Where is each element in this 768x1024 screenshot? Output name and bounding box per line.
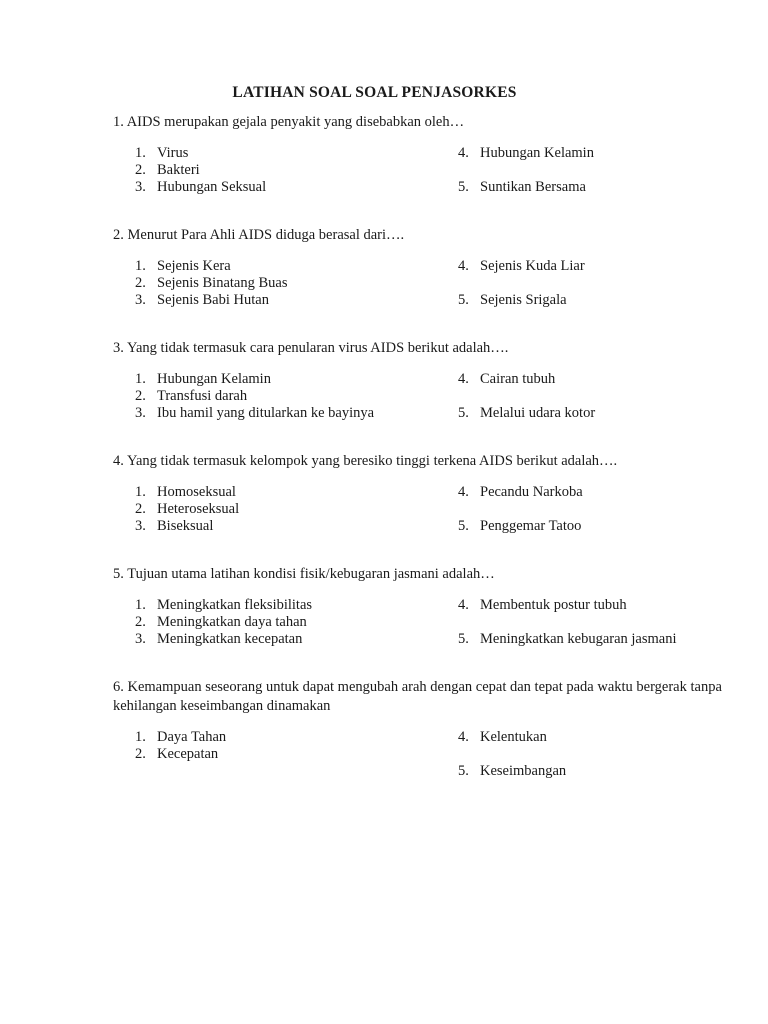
answer-option[interactable] xyxy=(458,729,768,746)
answer-column-right xyxy=(458,597,768,648)
question-text: 3. Yang tidak termasuk cara penularan virus AIDS berikut adalah…. xyxy=(113,340,509,356)
answer-column-left xyxy=(135,371,465,422)
answer-option[interactable] xyxy=(458,179,768,196)
answer-option[interactable] xyxy=(135,179,465,196)
answer-option[interactable] xyxy=(458,145,768,162)
answer-option-number: 2. xyxy=(135,614,146,630)
answer-option-label: Membentuk postur tubuh xyxy=(480,597,627,613)
answer-options xyxy=(113,145,746,199)
answer-column-left xyxy=(135,484,465,535)
answer-option[interactable] xyxy=(135,729,465,746)
answer-option-number: 4. xyxy=(458,729,469,745)
answer-option-label: Sejenis Babi Hutan xyxy=(157,292,269,308)
answer-column-left xyxy=(135,258,465,309)
answer-option[interactable] xyxy=(135,258,465,275)
answer-option-number: 4. xyxy=(458,145,469,161)
answer-column-right xyxy=(458,484,768,535)
answer-option-label: Meningkatkan kecepatan xyxy=(157,631,303,647)
question-text: 6. Kemampuan seseorang untuk dapat mengubah arah dengan cepat dan tepat pada waktu bergerak tanpa kehilangan keseimbangan dinamakan xyxy=(113,679,722,714)
answer-option[interactable] xyxy=(135,371,465,388)
answer-option-label: Cairan tubuh xyxy=(480,371,556,387)
answer-column-left xyxy=(135,729,465,763)
question-text: 4. Yang tidak termasuk kelompok yang beresiko tinggi terkena AIDS berikut adalah…. xyxy=(113,453,618,469)
answer-option[interactable] xyxy=(135,275,465,292)
answer-option-number: 5. xyxy=(458,405,469,421)
answer-option-number: 4. xyxy=(458,597,469,613)
question-text: 5. Tujuan utama latihan kondisi fisik/kebugaran jasmani adalah… xyxy=(113,566,495,582)
answer-option-label: Sejenis Binatang Buas xyxy=(157,275,288,291)
answer-option[interactable] xyxy=(135,388,465,405)
answer-column-right xyxy=(458,258,768,309)
answer-option-label: Bakteri xyxy=(157,162,200,178)
answer-option-number: 3. xyxy=(135,405,146,421)
answer-option-number: 3. xyxy=(135,631,146,647)
answer-option-number: 2. xyxy=(135,388,146,404)
answer-option[interactable] xyxy=(458,763,768,780)
answer-option[interactable] xyxy=(458,518,768,535)
question-list xyxy=(113,113,746,783)
answer-option-number: 1. xyxy=(135,145,146,161)
answer-option-number: 2. xyxy=(135,275,146,291)
answer-option-label: Homoseksual xyxy=(157,484,236,500)
answer-options xyxy=(113,597,746,651)
question-block xyxy=(113,226,746,312)
answer-option-label: Biseksual xyxy=(157,518,214,534)
answer-option[interactable] xyxy=(135,631,465,648)
answer-option-number: 3. xyxy=(135,518,146,534)
answer-option-label: Heteroseksual xyxy=(157,501,240,517)
answer-option[interactable] xyxy=(135,405,465,422)
answer-options xyxy=(113,371,746,425)
answer-option-label: Daya Tahan xyxy=(157,729,227,745)
answer-option[interactable] xyxy=(135,614,465,631)
answer-option-number: 1. xyxy=(135,371,146,387)
answer-option[interactable] xyxy=(458,371,768,388)
answer-column-right xyxy=(458,145,768,196)
answer-option[interactable] xyxy=(135,292,465,309)
answer-option-label: Hubungan Kelamin xyxy=(480,145,594,161)
answer-column-right xyxy=(458,371,768,422)
answer-option-label: Meningkatkan kebugaran jasmani xyxy=(480,631,677,647)
answer-option[interactable] xyxy=(458,631,768,648)
answer-option-label: Sejenis Kera xyxy=(157,258,231,274)
question-text: 2. Menurut Para Ahli AIDS diduga berasal dari…. xyxy=(113,227,405,243)
answer-option[interactable] xyxy=(135,746,465,763)
answer-column-left xyxy=(135,145,465,196)
answer-option-label: Kelentukan xyxy=(480,729,547,745)
question-block xyxy=(113,565,746,651)
answer-option-number: 3. xyxy=(135,179,146,195)
question-block xyxy=(113,113,746,199)
answer-option-label: Kecepatan xyxy=(157,746,219,762)
answer-option[interactable] xyxy=(458,484,768,501)
answer-option-label: Hubungan Kelamin xyxy=(157,371,271,387)
answer-option[interactable] xyxy=(458,405,768,422)
answer-option[interactable] xyxy=(135,484,465,501)
answer-option-number: 4. xyxy=(458,484,469,500)
answer-option-label: Meningkatkan daya tahan xyxy=(157,614,307,630)
answer-option-number: 2. xyxy=(135,501,146,517)
answer-option-number: 2. xyxy=(135,746,146,762)
answer-option-label: Pecandu Narkoba xyxy=(480,484,583,500)
answer-option[interactable] xyxy=(458,597,768,614)
answer-option-label: Sejenis Kuda Liar xyxy=(480,258,585,274)
answer-option[interactable] xyxy=(135,518,465,535)
answer-option-label: Melalui udara kotor xyxy=(480,405,596,421)
answer-option-label: Keseimbangan xyxy=(480,763,567,779)
answer-option-number: 5. xyxy=(458,292,469,308)
answer-option-label: Virus xyxy=(157,145,189,161)
answer-option-label: Penggemar Tatoo xyxy=(480,518,582,534)
answer-option-number: 2. xyxy=(135,162,146,178)
answer-options xyxy=(113,484,746,538)
answer-option-label: Ibu hamil yang ditularkan ke bayinya xyxy=(157,405,375,421)
answer-option-label: Suntikan Bersama xyxy=(480,179,586,195)
answer-option-label: Sejenis Srigala xyxy=(480,292,567,308)
answer-option[interactable] xyxy=(135,162,465,179)
answer-option-label: Transfusi darah xyxy=(157,388,248,404)
answer-option-number: 1. xyxy=(135,597,146,613)
answer-option-number: 5. xyxy=(458,518,469,534)
answer-option-number: 1. xyxy=(135,258,146,274)
question-text: 1. AIDS merupakan gejala penyakit yang disebabkan oleh… xyxy=(113,114,465,130)
answer-option-number: 4. xyxy=(458,371,469,387)
answer-option-label: Meningkatkan fleksibilitas xyxy=(157,597,313,613)
answer-option-number: 3. xyxy=(135,292,146,308)
answer-option-number: 1. xyxy=(135,484,146,500)
answer-option-number: 4. xyxy=(458,258,469,274)
answer-option-number: 1. xyxy=(135,729,146,745)
answer-options xyxy=(113,729,746,783)
answer-option-number: 5. xyxy=(458,763,469,779)
answer-column-right xyxy=(458,729,768,780)
answer-option[interactable] xyxy=(135,145,465,162)
answer-option-label: Hubungan Seksual xyxy=(157,179,267,195)
answer-option-number: 5. xyxy=(458,631,469,647)
answer-column-left xyxy=(135,597,465,648)
question-block xyxy=(113,678,746,783)
answer-option[interactable] xyxy=(458,292,768,309)
question-block xyxy=(113,339,746,425)
answer-options xyxy=(113,258,746,312)
question-block xyxy=(113,452,746,538)
answer-option[interactable] xyxy=(135,597,465,614)
answer-option[interactable] xyxy=(458,258,768,275)
page-title: LATIHAN SOAL SOAL PENJASORKES xyxy=(232,84,517,101)
answer-option-number: 5. xyxy=(458,179,469,195)
answer-option[interactable] xyxy=(135,501,465,518)
